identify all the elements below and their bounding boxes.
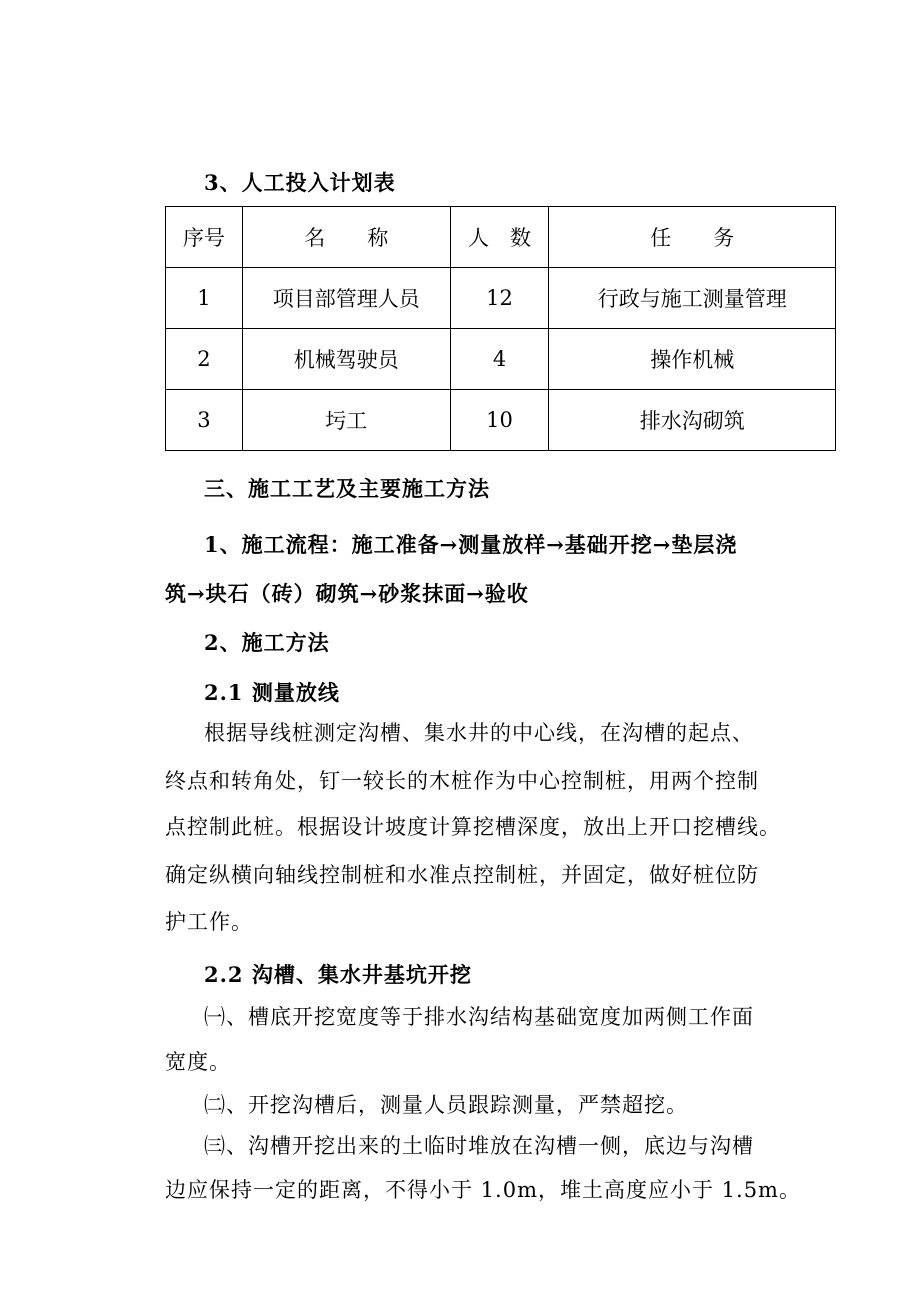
header-name: 名 称 <box>242 207 450 268</box>
survey-para-line: 确定纵横向轴线控制桩和水准点控制桩，并固定，做好桩位防 <box>165 863 759 887</box>
header-task: 任 务 <box>549 207 836 268</box>
flow-line-1: 1、施工流程：施工准备→测量放样→基础开挖→垫层浇 <box>204 532 738 557</box>
heading-construction-methods: 三、施工工艺及主要施工方法 <box>204 476 490 501</box>
heading-survey: 2.1 测量放线 <box>204 680 340 705</box>
cell-name: 机械驾驶员 <box>242 329 450 390</box>
excavation-item-line: ㈡、开挖沟槽后，测量人员跟踪测量，严禁超挖。 <box>204 1093 688 1117</box>
labor-plan-table <box>165 206 836 451</box>
table-row <box>166 390 836 451</box>
section-3-title: 3、人工投入计划表 <box>204 170 396 195</box>
table-row <box>166 329 836 390</box>
cell-count: 10 <box>450 390 549 451</box>
cell-index: 2 <box>166 329 243 390</box>
cell-task: 排水沟砌筑 <box>549 390 836 451</box>
excavation-item-line: ㈠、槽底开挖宽度等于排水沟结构基础宽度加两侧工作面 <box>204 1005 754 1029</box>
cell-count: 12 <box>450 268 549 329</box>
table-header-row <box>166 207 836 268</box>
cell-task: 行政与施工测量管理 <box>549 268 836 329</box>
survey-para-line: 点控制此桩。根据设计坡度计算挖槽深度，放出上开口挖槽线。 <box>165 815 781 839</box>
cell-count: 4 <box>450 329 549 390</box>
heading-excavation: 2.2 沟槽、集水井基坑开挖 <box>204 962 472 987</box>
cell-index: 3 <box>166 390 243 451</box>
heading-construction-method: 2、施工方法 <box>204 630 330 655</box>
cell-name: 项目部管理人员 <box>242 268 450 329</box>
cell-index: 1 <box>166 268 243 329</box>
survey-para-line: 护工作。 <box>165 910 253 934</box>
table-row <box>166 268 836 329</box>
survey-para-line: 根据导线桩测定沟槽、集水井的中心线，在沟槽的起点、 <box>204 721 754 745</box>
excavation-item-line: 宽度。 <box>165 1050 231 1074</box>
excavation-item-line: 边应保持一定的距离，不得小于 1.0m，堆土高度应小于 1.5m。 <box>165 1178 801 1202</box>
flow-line-2: 筑→块石（砖）砌筑→砂浆抹面→验收 <box>165 581 529 606</box>
cell-task: 操作机械 <box>549 329 836 390</box>
header-index: 序号 <box>166 207 243 268</box>
excavation-item-line: ㈢、沟槽开挖出来的土临时堆放在沟槽一侧，底边与沟槽 <box>204 1134 754 1158</box>
survey-para-line: 终点和转角处，钉一较长的木桩作为中心控制桩，用两个控制 <box>165 769 759 793</box>
header-count: 人 数 <box>450 207 549 268</box>
cell-name: 圬工 <box>242 390 450 451</box>
